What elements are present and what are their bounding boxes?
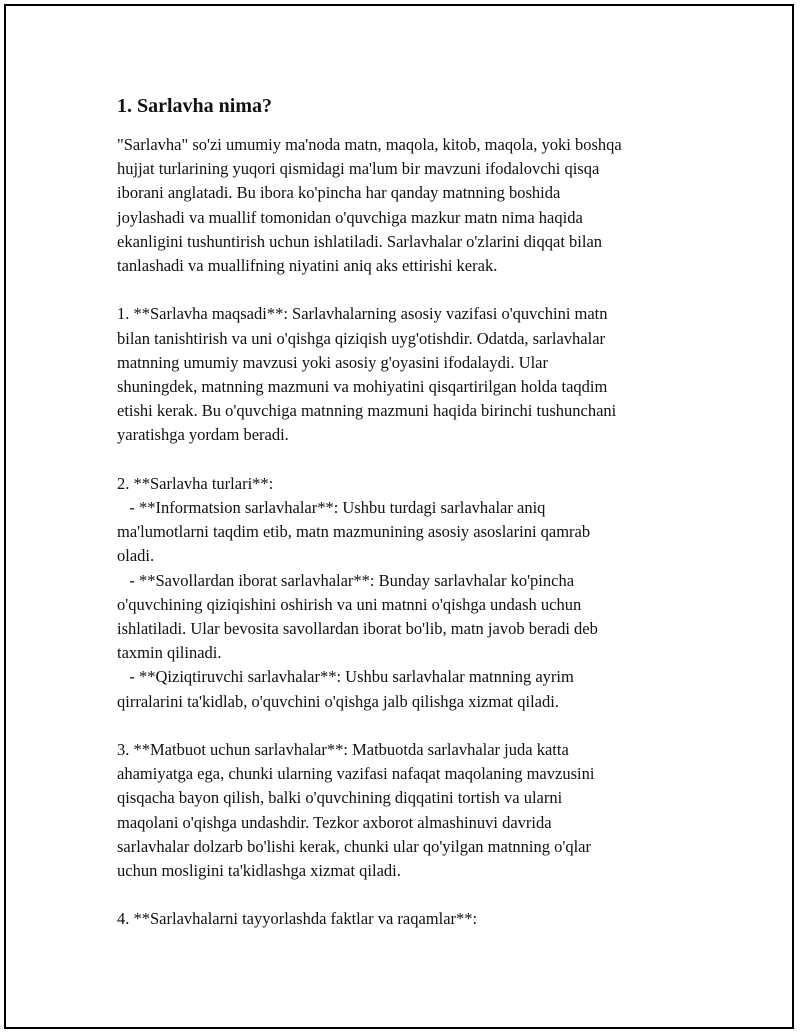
paragraph-spacer xyxy=(117,714,697,738)
paragraph-spacer xyxy=(117,448,697,472)
paragraph-spacer xyxy=(117,278,697,302)
section-heading: 1. Sarlavha nima? xyxy=(117,95,273,117)
document-body xyxy=(117,93,697,932)
facts-paragraph: 4. **Sarlavhalarni tayyorlashda faktlar va raqamlar**: xyxy=(117,909,478,929)
types-paragraph: 2. **Sarlavha turlari**: - **Informatsion sarlavhalar**: Ushbu turdagi sarlavhalar aniq ma'lumotlarni taqdim etib, matn mazmunining asosiy asoslarini qamrab oladi. - **Savollardan iborat sarlavhalar**: Bunday sarlavhalar ko'pincha o'quvchining qiziqishini oshirish va uni matnni o'qishga undash uchun ishlatiladi. Ular bevosita savollardan iborat bo'lib, matn javob beradi deb taxmin qilinadi. - **Qiziqtiruvchi sarlavhalar**: Ushbu sarlavhalar matnning ayrim qirralarini ta'kidlab, o'quvchini o'qishga jalb qilishga xizmat qiladi. xyxy=(117,473,598,711)
intro-paragraph: "Sarlavha" so'zi umumiy ma'noda matn, maqola, kitob, maqola, yoki boshqa hujjat turlarining yuqori qismidagi ma'lum bir mavzuni ifodalovchi qisqa iborani anglatadi. Bu ibora ko'pincha har qanday matnning boshida joylashadi va muallif tomonidan o'quvchiga mazkur matn nima haqida ekanligini tushuntirish uchun ishlatiladi. Sarlavhalar o'zlarini diqqat bilan tanlashadi va muallifning niyatini aniq aks ettirishi kerak. xyxy=(117,135,622,276)
paragraph-spacer xyxy=(117,883,697,907)
press-paragraph: 3. **Matbuot uchun sarlavhalar**: Matbuotda sarlavhalar juda katta ahamiyatga ega, chunki ularning vazifasi nafaqat maqolaning mavzusini qisqacha bayon qilish, balki o'quvchining diqqatini tortish va ularni maqolani o'qishga undashdir. Tezkor axborot almashinuvi davrida sarlavhalar dolzarb bo'lishi kerak, chunki ular qo'yilgan matnning o'qlar uchun mosligini ta'kidlashga xizmat qiladi. xyxy=(117,740,595,881)
purpose-paragraph: 1. **Sarlavha maqsadi**: Sarlavhalarning asosiy vazifasi o'quvchini matn bilan tanishtirish va uni o'qishga qiziqish uyg'otishdir. Odatda, sarlavhalar matnning umumiy mavzusi yoki asosiy g'oyasini ifodalaydi. Ular shuningdek, matnning mazmuni va mohiyatini qisqartirilgan holda taqdim etishi kerak. Bu o'quvchiga matnning mazmuni haqida birinchi tushunchani yaratishga yordam beradi. xyxy=(117,304,617,445)
